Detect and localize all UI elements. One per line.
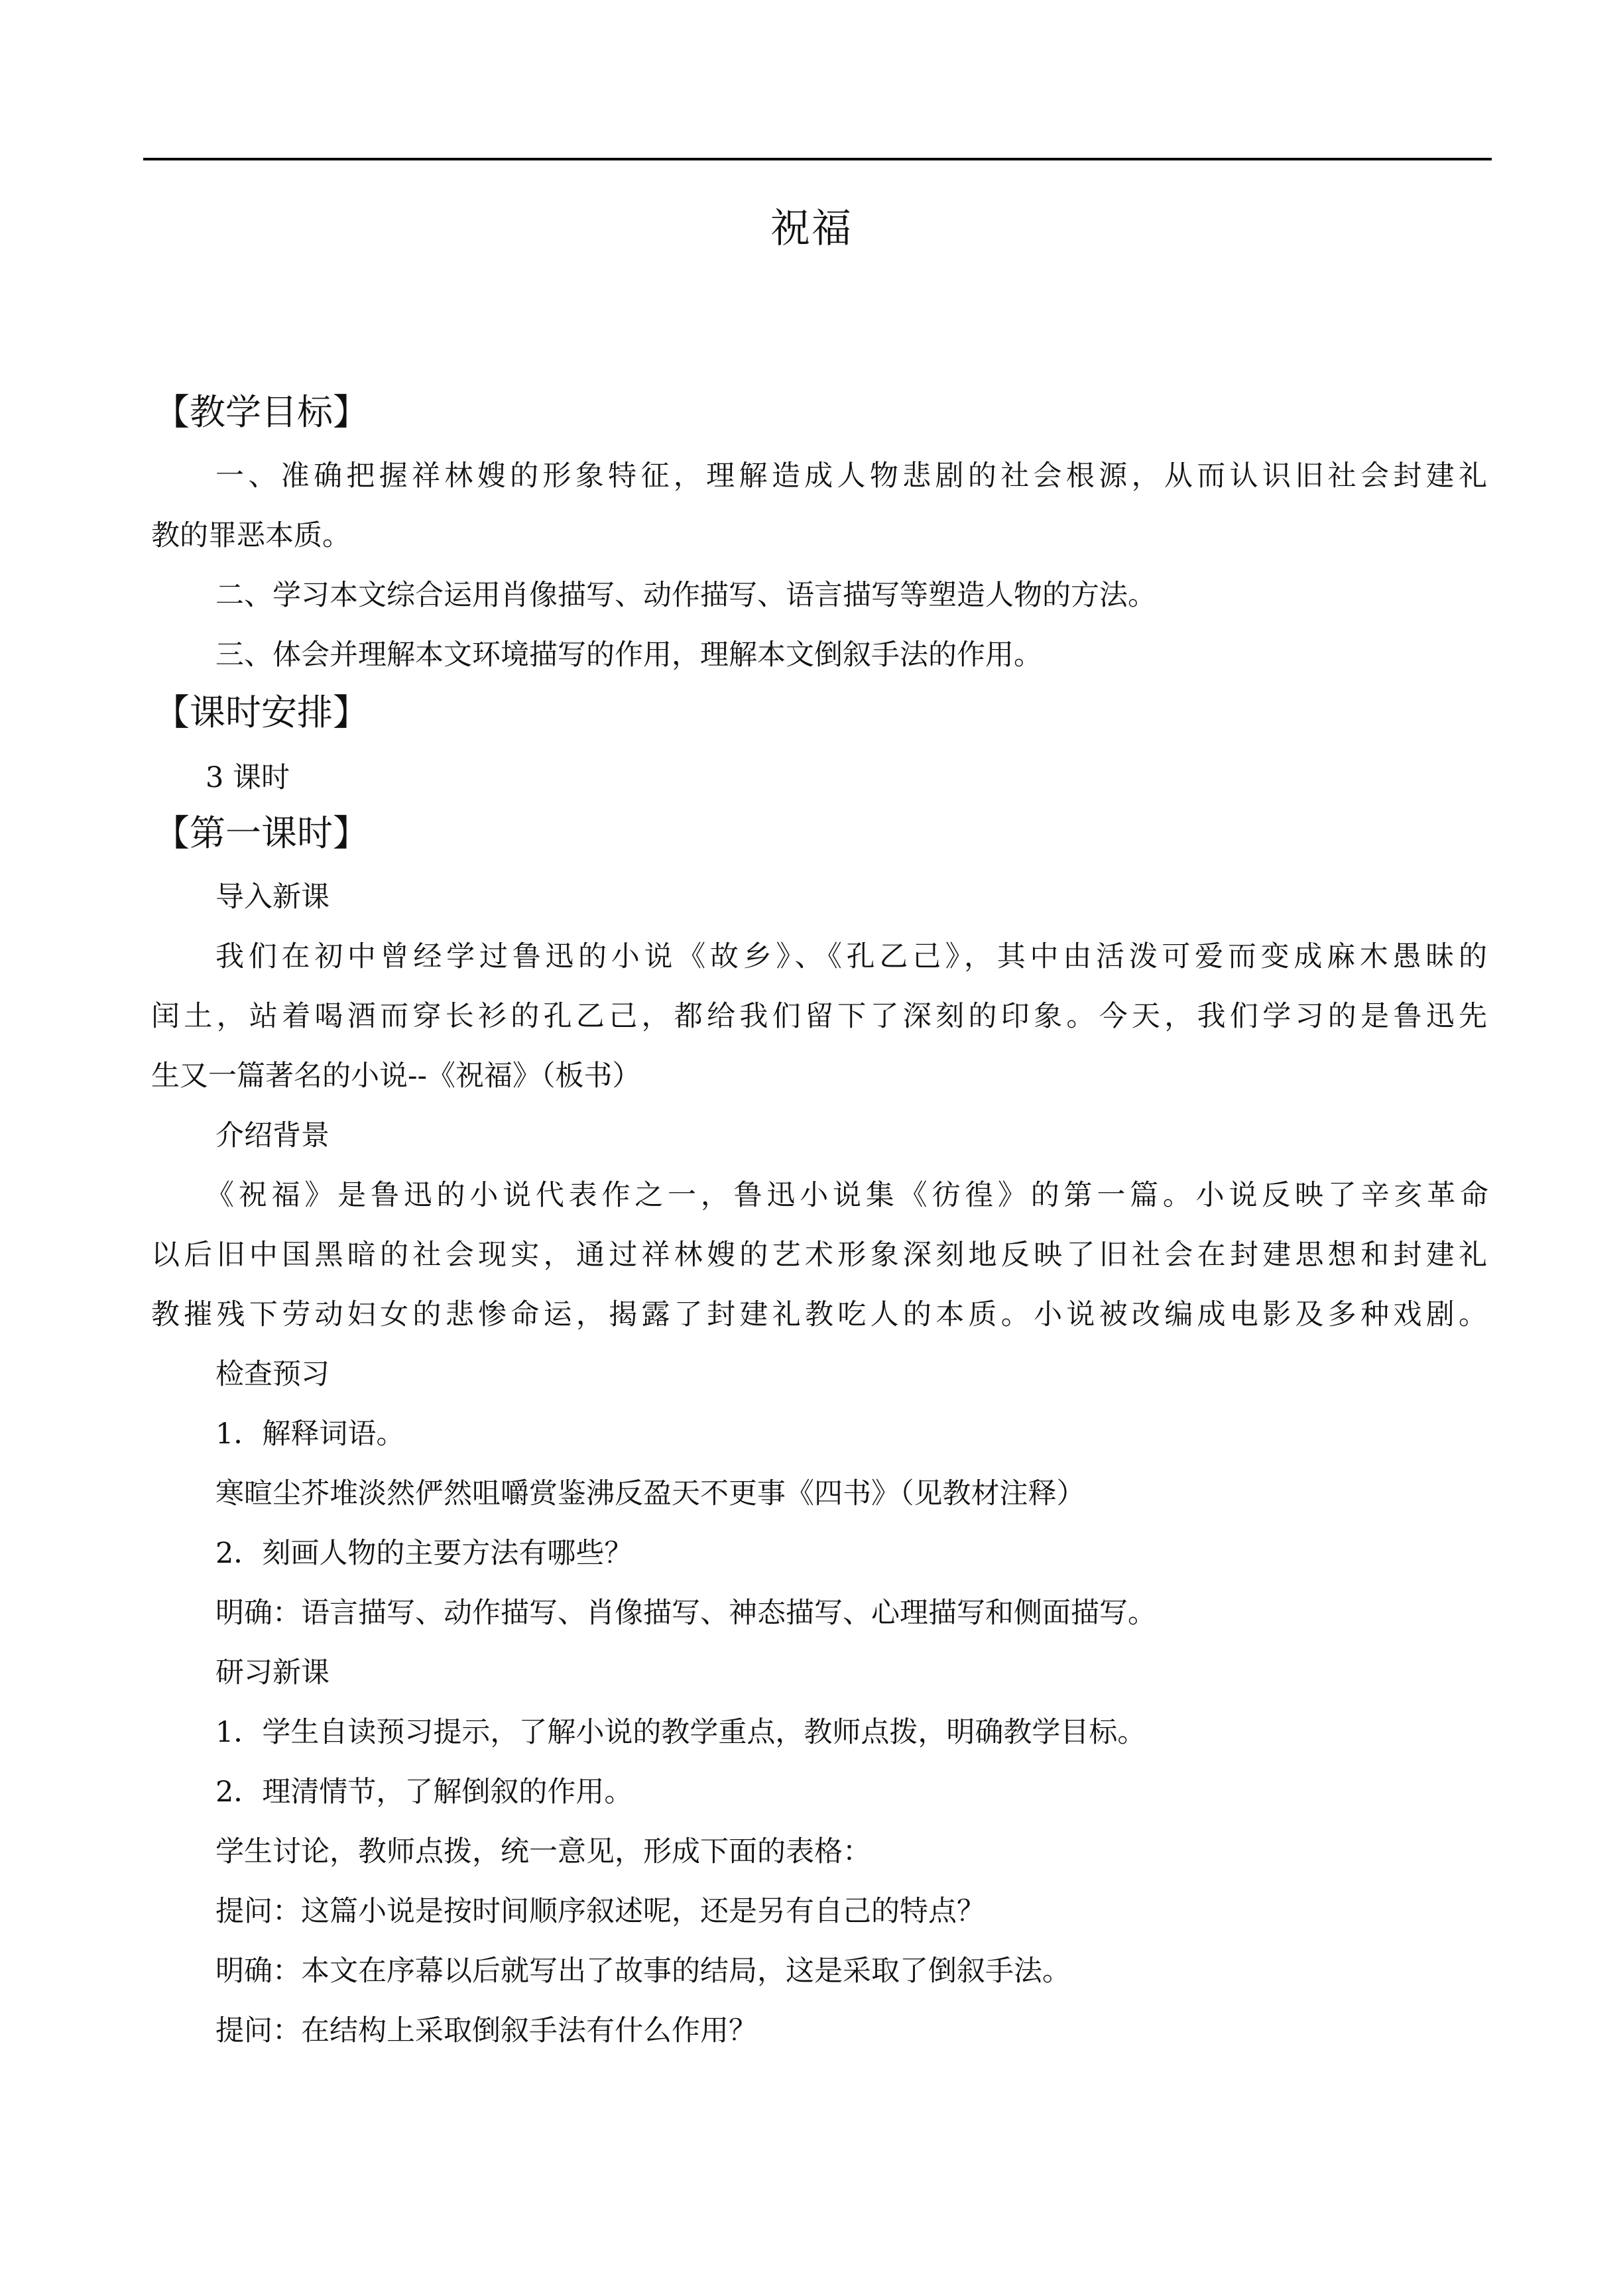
background-line-3: 教摧残下劳动妇女的悲惨命运，揭露了封建礼教吃人的本质。小说被改编成电影及多种戏剧。 [151, 1298, 1487, 1331]
check-heading: 检查预习 [215, 1358, 330, 1391]
intro-heading: 导入新课 [215, 880, 330, 914]
background-line-1: 《祝福》是鲁迅的小说代表作之一，鲁迅小说集《彷徨》的第一篇。小说反映了辛亥革命 [206, 1179, 1488, 1212]
study-item-2: 2．理清情节，了解倒叙的作用。 [215, 1776, 633, 1809]
intro-line-1: 我们在初中曾经学过鲁迅的小说《故乡》、《孔乙己》，其中由活泼可爱而变成麻木愚昧的 [215, 940, 1487, 973]
section-heading-schedule: 【课时安排】 [154, 692, 369, 733]
intro-line-3: 生又一篇著名的小说--《祝福》（板书） [151, 1059, 641, 1093]
study-item-1: 1．学生自读预习提示，了解小说的教学重点，教师点拨，明确教学目标。 [215, 1716, 1146, 1749]
goal-1-line-2: 教的罪恶本质。 [151, 519, 351, 552]
goal-2: 二、学习本文综合运用肖像描写、动作描写、语言描写等塑造人物的方法。 [215, 579, 1156, 612]
section-heading-lesson1: 【第一课时】 [154, 812, 369, 854]
answer-1: 明确：本文在序幕以后就写出了故事的结局，这是采取了倒叙手法。 [215, 1955, 1071, 1988]
background-line-2: 以后旧中国黑暗的社会现实，通过祥林嫂的艺术形象深刻地反映了旧社会在封建思想和封建礼 [151, 1239, 1487, 1272]
intro-line-2: 闰土，站着喝酒而穿长衫的孔乙己，都给我们留下了深刻的印象。今天，我们学习的是鲁迅先 [151, 1000, 1487, 1033]
check-item-2: 2．刻画人物的主要方法有哪些？ [215, 1537, 633, 1570]
goal-1-line-1: 一、准确把握祥林嫂的形象特征，理解造成人物悲剧的社会根源，从而认识旧社会封建礼 [215, 459, 1487, 493]
section-heading-goals: 【教学目标】 [154, 391, 369, 433]
background-heading: 介绍背景 [215, 1119, 330, 1152]
check-item-1: 1．解释词语。 [215, 1418, 405, 1451]
header-rule [143, 158, 1492, 160]
page-title: 祝福 [770, 206, 853, 252]
goal-3: 三、体会并理解本文环境描写的作用，理解本文倒叙手法的作用。 [215, 638, 1042, 672]
study-item-3: 学生讨论，教师点拨，统一意见，形成下面的表格： [215, 1835, 871, 1868]
question-2: 提问：在结构上采取倒叙手法有什么作用？ [215, 2014, 757, 2047]
question-1: 提问：这篇小说是按时间顺序叙述呢，还是另有自己的特点？ [215, 1895, 985, 1928]
check-answer: 明确：语言描写、动作描写、肖像描写、神态描写、心理描写和侧面描写。 [215, 1597, 1156, 1630]
schedule-hours: 3 课时 [206, 761, 290, 794]
check-words: 寒暄尘芥堆淡然俨然咀嚼赏鉴沸反盈天不更事《四书》（见教材注释） [215, 1477, 1085, 1510]
study-heading: 研习新课 [215, 1656, 330, 1689]
